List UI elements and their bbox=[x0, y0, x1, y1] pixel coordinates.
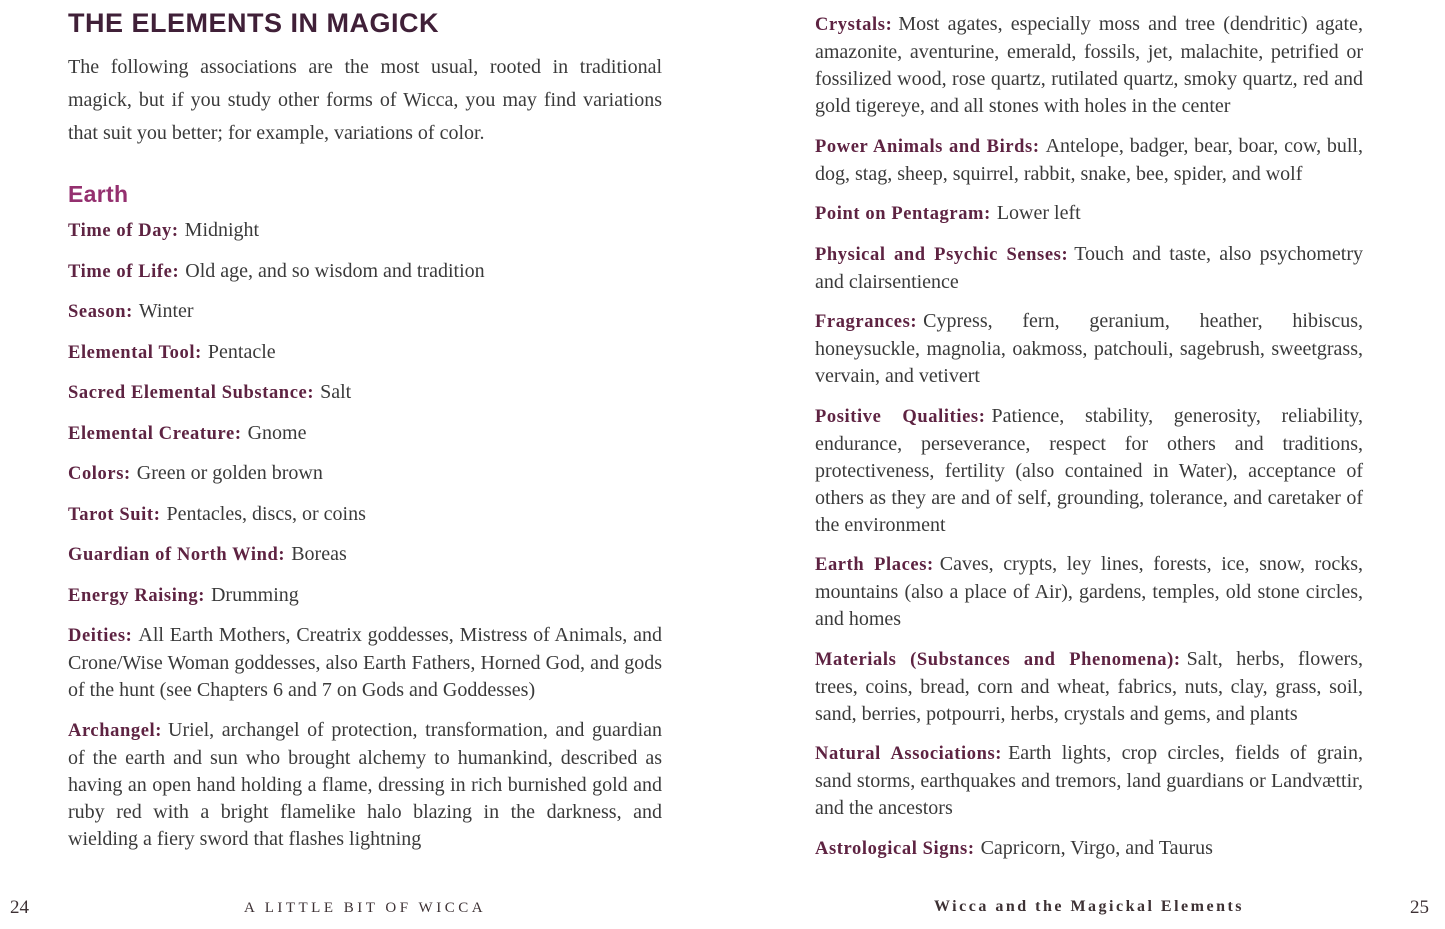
attribute-entry bbox=[815, 835, 1363, 863]
attribute-entry bbox=[68, 420, 662, 448]
attribute-entry bbox=[68, 501, 662, 529]
attribute-label: Guardian of North Wind : bbox=[68, 545, 285, 565]
attribute-entry bbox=[68, 582, 662, 610]
attribute-label: Colors : bbox=[68, 464, 131, 484]
attribute-label: Season : bbox=[68, 302, 133, 322]
attribute-entry bbox=[815, 200, 1363, 228]
attribute-entry bbox=[815, 403, 1363, 539]
attribute-label: Archangel : bbox=[68, 721, 162, 741]
attribute-entry bbox=[68, 379, 662, 407]
attribute-label: Earth Places : bbox=[815, 555, 934, 575]
attribute-label: Time of Day : bbox=[68, 221, 179, 241]
attribute-entry bbox=[68, 622, 662, 704]
attribute-value: Green or golden brown bbox=[136, 462, 323, 484]
page-number-left: 24 bbox=[10, 897, 29, 918]
attribute-entry bbox=[68, 339, 662, 367]
attribute-entry bbox=[815, 11, 1363, 120]
attribute-label: Elemental Creature : bbox=[68, 424, 242, 444]
attribute-entry bbox=[68, 541, 662, 569]
running-footer-book-title: A LITTLE BIT OF WICCA bbox=[243, 900, 487, 916]
attribute-label: Power Animals and Birds : bbox=[815, 137, 1040, 157]
attribute-label: Point on Pentagram : bbox=[815, 204, 991, 224]
attribute-value: Old age, and so wisdom and tradition bbox=[185, 259, 485, 282]
attribute-value: Boreas bbox=[291, 543, 347, 565]
attribute-label: Positive Qualities : bbox=[815, 407, 985, 427]
attribute-value: Lower left bbox=[996, 202, 1081, 224]
attribute-label: Astrological Signs : bbox=[815, 839, 975, 859]
attribute-entry bbox=[815, 646, 1363, 728]
earth-attributes-list-right bbox=[815, 0, 1363, 863]
attribute-value: Pentacle bbox=[207, 340, 276, 363]
attribute-value: Uriel, archangel of protection, transformation, and guardian of the earth and sun who brought alchemy to humankind, described as having an open hand holding a flame, dressing in rich burnished gold and ruby red with a bright flamelike halo blazing in the darkness, and wielding a fiery sword that flashes lightning bbox=[68, 718, 662, 850]
running-footer-chapter-title: Wicca and the Magickal Elements bbox=[933, 898, 1245, 915]
attribute-label: Sacred Elemental Substance : bbox=[68, 383, 314, 403]
attribute-value: Winter bbox=[138, 300, 194, 322]
attribute-value: Touch and taste, also psychometry and clairsentience bbox=[815, 242, 1363, 293]
attribute-label: Tarot Suit : bbox=[68, 505, 160, 525]
attribute-label: Fragrances : bbox=[815, 312, 917, 332]
attribute-value: All Earth Mothers, Creatrix goddesses, Mistress of Animals, and Crone/Wise Woman goddesses, also Earth Fathers, Horned God, and gods of the hunt (see Chapters 6 and 7 on Gods and Goddesses) bbox=[68, 624, 662, 701]
intro-paragraph: The following associations are the most usual, rooted in traditional magick, but if you study other forms of Wicca, you may find variations that suit you better; for example, variations of color. bbox=[68, 56, 662, 144]
attribute-value: Pentacles, discs, or coins bbox=[166, 502, 366, 525]
attribute-label: Time of Life : bbox=[68, 262, 179, 282]
right-page bbox=[815, 0, 1363, 875]
attribute-entry bbox=[68, 217, 662, 245]
attribute-entry bbox=[815, 241, 1363, 296]
attribute-entry bbox=[815, 133, 1363, 188]
attribute-entry bbox=[68, 717, 662, 853]
attribute-label: Elemental Tool : bbox=[68, 343, 202, 363]
attribute-label: Deities : bbox=[68, 626, 132, 646]
attribute-value: Cypress, fern, geranium, heather, hibiscus, honeysuckle, magnolia, oakmoss, patchouli, sagebrush, sweetgrass, vervain, and vetivert bbox=[815, 310, 1363, 387]
attribute-value: Earth lights, crop circles, fields of grain, sand storms, earthquakes and tremors, land guardians or Landvættir, and the ancestors bbox=[815, 742, 1363, 819]
attribute-entry bbox=[68, 460, 662, 488]
attribute-entry bbox=[68, 258, 662, 286]
attribute-value: Most agates, especially moss and tree (dendritic) agate, amazonite, aventurine, emerald, fossils, jet, malachite, petrified or fossilized wood, rose quartz, rutilated quartz, smoky quartz, red and gold tigereye, and all stones with holes in the center bbox=[815, 13, 1363, 117]
attribute-value: Midnight bbox=[184, 219, 260, 241]
attribute-label: Natural Associations : bbox=[815, 744, 1002, 764]
section-heading-earth: Earth bbox=[68, 181, 129, 207]
attribute-entry bbox=[815, 308, 1363, 390]
attribute-value: Salt, herbs, flowers, trees, coins, bread, corn and wheat, fabrics, nuts, clay, grass, soil, sand, berries, potpourri, herbs, crystals and gems, and plants bbox=[815, 647, 1363, 725]
attribute-value: Drumming bbox=[210, 583, 299, 606]
attribute-value: Patience, stability, generosity, reliability, endurance, perseverance, respect for others and traditions, protectiveness, fertility (also contained in Water), acceptance of others as they are and of self, grounding, tolerance, and caretaker of the environment bbox=[815, 404, 1363, 536]
attribute-entry bbox=[68, 298, 662, 326]
footer-band bbox=[0, 895, 1445, 925]
attribute-value: Capricorn, Virgo, and Taurus bbox=[980, 836, 1213, 859]
left-page bbox=[68, 0, 662, 865]
page-number-right: 25 bbox=[1410, 897, 1429, 918]
attribute-label: Physical and Psychic Senses : bbox=[815, 245, 1068, 265]
attribute-entry bbox=[815, 551, 1363, 633]
attribute-value: Gnome bbox=[247, 421, 307, 444]
attribute-entry bbox=[815, 740, 1363, 822]
attribute-label: Energy Raising : bbox=[68, 586, 205, 606]
earth-attributes-list-left bbox=[68, 217, 662, 853]
attribute-value: Antelope, badger, bear, boar, cow, bull, dog, stag, sheep, squirrel, rabbit, snake, bee, spider, and wolf bbox=[815, 134, 1363, 185]
chapter-title: THE ELEMENTS IN MAGICK bbox=[68, 8, 440, 38]
attribute-label: Crystals : bbox=[815, 15, 892, 35]
attribute-value: Salt bbox=[320, 381, 352, 403]
attribute-label: Materials (Substances and Phenomena) : bbox=[815, 650, 1181, 670]
attribute-value: Caves, crypts, ley lines, forests, ice, snow, rocks, mountains (also a place of Air), gardens, temples, old stone circles, and homes bbox=[815, 553, 1363, 630]
